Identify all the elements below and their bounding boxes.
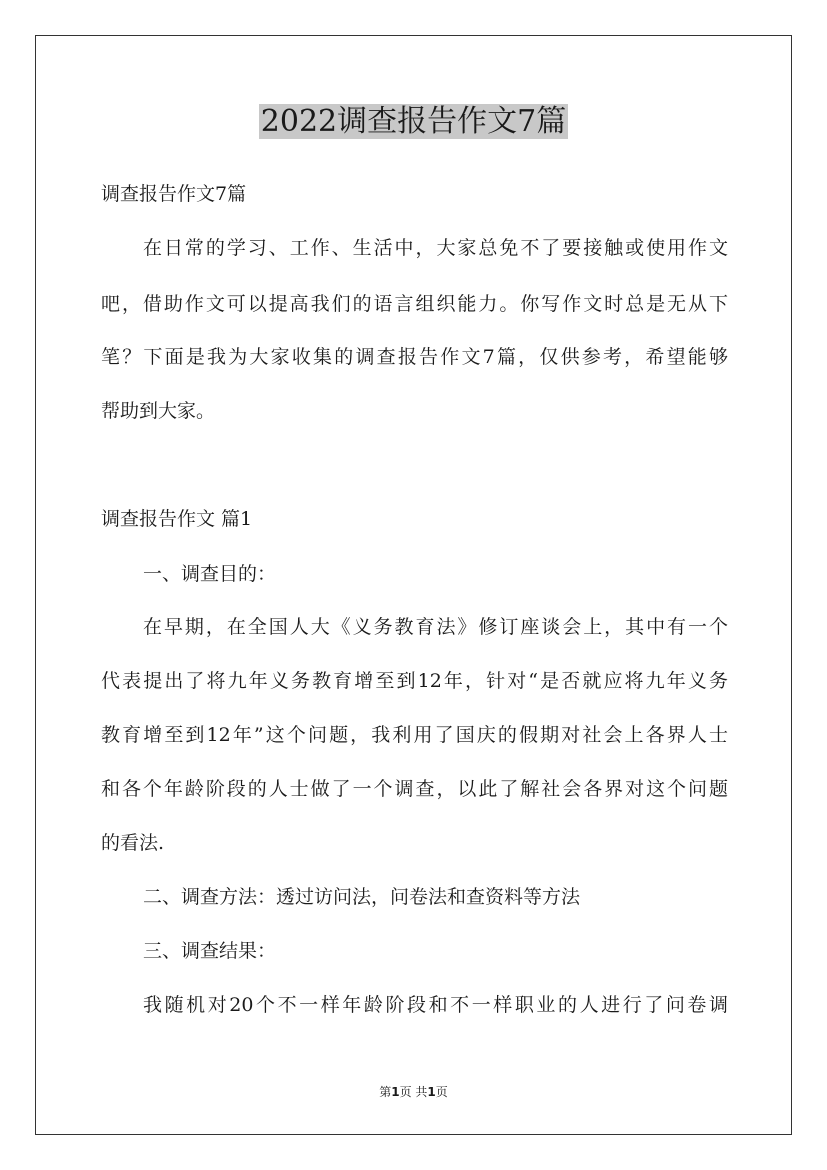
method-line: 二、调查方法：透过访问法，问卷法和查资料等方法 — [143, 886, 581, 908]
document-title-text: 2022调查报告作文7篇 — [260, 104, 567, 139]
purpose-line-4: 和各个年龄阶段的人士做了一个调查，以此了解社会各界对这个问题 — [101, 778, 728, 800]
purpose-line-3: 教育增至到12年”这个问题，我利用了国庆的假期对社会上各界人士 — [101, 724, 728, 746]
document-title — [0, 100, 827, 144]
page-mid: 页 共 — [399, 1085, 428, 1099]
page-suffix: 页 — [435, 1085, 448, 1099]
purpose-heading: 一、调查目的： — [143, 563, 277, 585]
section-heading: 调查报告作文 篇1 — [101, 508, 253, 530]
intro-line-4: 帮助到大家。 — [101, 400, 216, 422]
subtitle: 调查报告作文7篇 — [101, 183, 247, 205]
purpose-line-1: 在早期，在全国人大《义务教育法》修订座谈会上，其中有一个 — [143, 616, 728, 638]
page-total: 1 — [427, 1085, 436, 1099]
page-prefix: 第 — [379, 1085, 392, 1099]
purpose-line-2: 代表提出了将九年义务教育增至到12年，针对“是否就应将九年义务 — [101, 670, 728, 692]
result-heading: 三、调查结果： — [143, 940, 277, 962]
result-line-1: 我随机对20个不一样年龄阶段和不一样职业的人进行了问卷调 — [143, 994, 728, 1016]
page-footer — [0, 1084, 827, 1100]
intro-line-3: 笔？下面是我为大家收集的调查报告作文7篇，仅供参考，希望能够 — [101, 346, 728, 368]
intro-line-2: 吧，借助作文可以提高我们的语言组织能力。你写作文时总是无从下 — [101, 293, 728, 315]
purpose-line-5: 的看法. — [101, 832, 165, 854]
intro-line-1: 在日常的学习、工作、生活中，大家总免不了要接触或使用作文 — [143, 237, 728, 259]
page-current: 1 — [391, 1085, 400, 1099]
